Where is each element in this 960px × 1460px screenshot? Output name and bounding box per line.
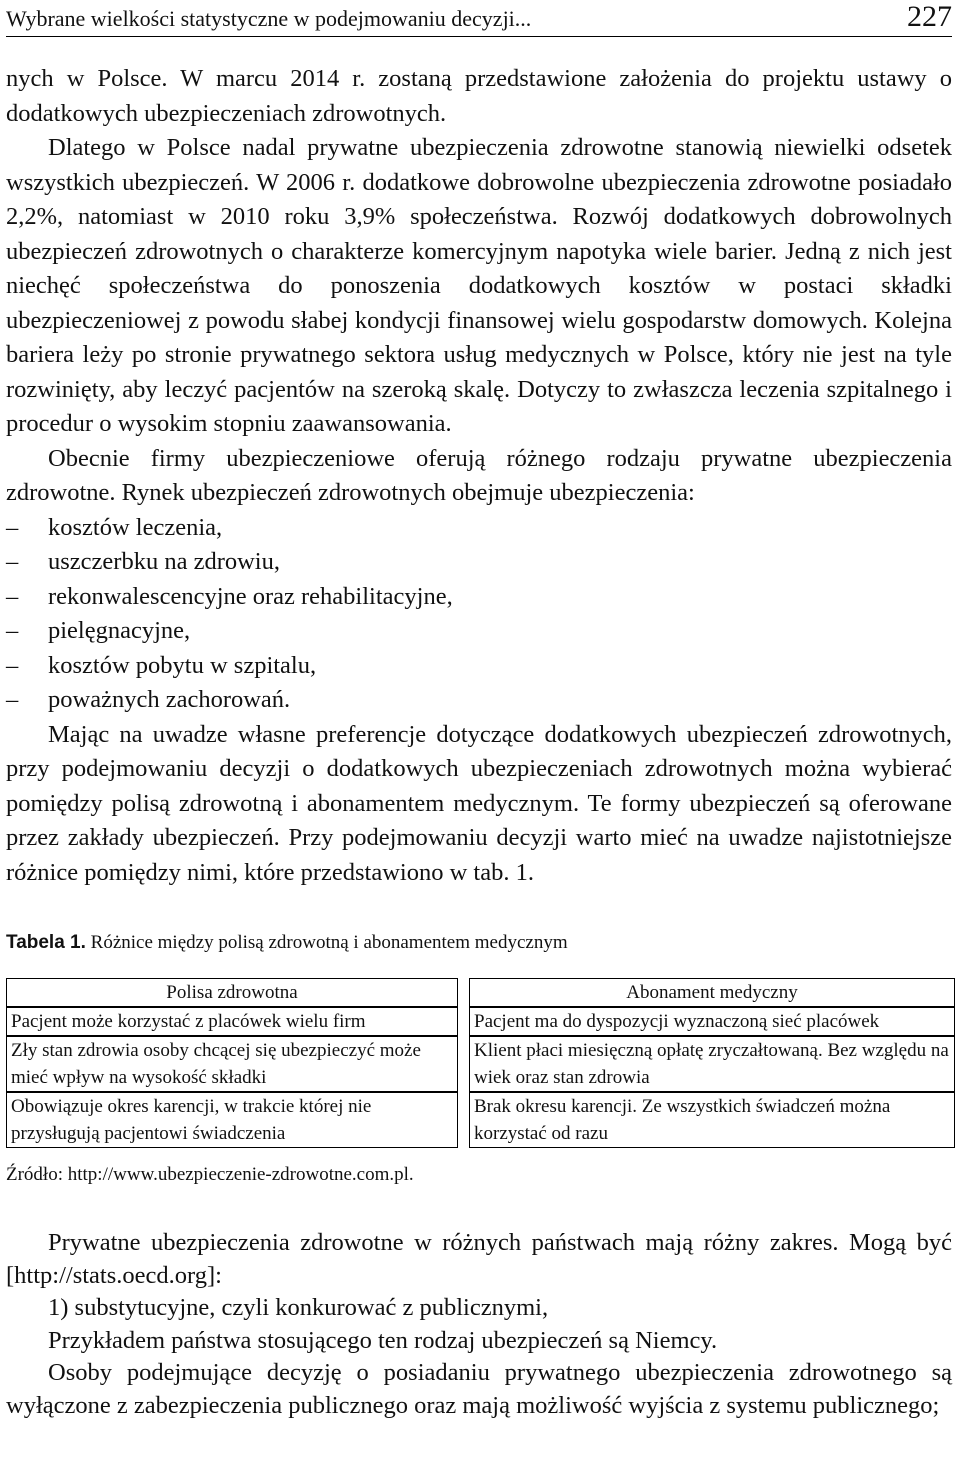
list-item bbox=[6, 580, 952, 615]
body-text-continued bbox=[6, 1227, 952, 1422]
list-item bbox=[6, 683, 952, 718]
document-page bbox=[6, 0, 952, 1460]
list-item bbox=[6, 649, 952, 684]
list-item bbox=[6, 511, 952, 546]
comparison-table bbox=[6, 978, 955, 1148]
running-header bbox=[6, 0, 952, 37]
numbered-item: 1) substytucyjne, czyli konkurować z publicznymi, bbox=[48, 1294, 549, 1321]
table-label: Tabela 1. bbox=[6, 932, 86, 953]
paragraph: Osoby podejmujące decyzję o posiadaniu prywatnego ubezpieczenia zdrowotnego są wyłączone z zabezpieczenia publicznego oraz mają możliwość wyjścia z systemu publicznego; bbox=[6, 1359, 952, 1419]
table-cell: Klient płaci miesięczną opłatę zryczałtowaną. Bez względu na wiek oraz stan zdrowia bbox=[469, 1036, 955, 1092]
list-item-text: kosztów leczenia, bbox=[48, 513, 223, 541]
paragraph: Dlatego w Polsce nadal prywatne ubezpieczenia zdrowotne stanowią niewielki odsetek wszystkich ubezpieczeń. W 2006 r. dodatkowe dobrowolne ubezpieczenia zdrowotne posiadało 2,2%, natomiast w 2010 roku 3,9% społeczeństwa. Rozwój dodatkowych dobrowolnych ubezpieczeń zdrowotnych o charakterze komercyjnym napotyka wiele barier. Jedną z nich jest niechęć społeczeństwa do ponoszenia dodatkowych kosztów w postaci składki ubezpieczeniowej z powodu słabej kondycji finansowej wielu gospodarstw domowych. Kolejna bariera leży po stronie prywatnego sektora usług medycznych w Polsce, który nie jest na tyle rozwinięty, aby leczyć pacjentów na szeroką skalę. Dotyczy to zwłaszcza leczenia szpitalnego i procedur o wysokim stopniu zaawansowania. bbox=[6, 134, 952, 437]
table-row bbox=[6, 1036, 955, 1092]
list-item-text: pielęgnacyjne, bbox=[48, 617, 191, 644]
dash-bullet: – bbox=[6, 651, 19, 679]
dash-bullet: – bbox=[6, 548, 19, 575]
column-header-policy: Polisa zdrowotna bbox=[6, 978, 458, 1007]
insurance-types-list bbox=[6, 511, 952, 718]
paragraph: Przykładem państwa stosującego ten rodzaj ubezpieczeń są Niemcy. bbox=[48, 1326, 718, 1354]
list-item-text: rekonwalescencyjne oraz rehabilitacyjne, bbox=[48, 582, 453, 610]
paragraph: Prywatne ubezpieczenia zdrowotne w różnych państwach mają różny zakres. Mogą być [http://stats.oecd.org]: bbox=[6, 1229, 952, 1289]
table-title: Różnice między polisą zdrowotną i abonamentem medycznym bbox=[90, 932, 568, 953]
dash-bullet: – bbox=[6, 617, 19, 644]
paragraph: nych w Polsce. W marcu 2014 r. zostaną przedstawione założenia do projektu ustawy o dodatkowych ubezpieczeniach zdrowotnych. bbox=[6, 65, 952, 127]
dash-bullet: – bbox=[6, 513, 19, 541]
running-title: Wybrane wielkości statystyczne w podejmowaniu decyzji... bbox=[6, 6, 532, 31]
body-text bbox=[6, 62, 952, 890]
table-cell: Pacjent ma do dyspozycji wyznaczoną sieć placówek bbox=[469, 1007, 955, 1036]
list-item bbox=[6, 614, 952, 649]
dash-bullet: – bbox=[6, 686, 19, 713]
table-section bbox=[6, 928, 952, 1144]
table-row bbox=[6, 1092, 955, 1148]
dash-bullet: – bbox=[6, 582, 19, 610]
column-header-subscription: Abonament medyczny bbox=[469, 978, 955, 1007]
list-item bbox=[6, 545, 952, 580]
table-cell: Obowiązuje okres karencji, w trakcie której nie przysługują pacjentowi świadczenia bbox=[6, 1092, 458, 1148]
list-item-text: poważnych zachorowań. bbox=[48, 686, 291, 713]
list-item-text: kosztów pobytu w szpitalu, bbox=[48, 651, 317, 679]
paragraph: Obecnie firmy ubezpieczeniowe oferują różnego rodzaju prywatne ubezpieczenia zdrowotne. Rynek ubezpieczeń zdrowotnych obejmuje ubezpieczenia: bbox=[6, 444, 952, 506]
table-cell: Zły stan zdrowia osoby chcącej się ubezpieczyć może mieć wpływ na wysokość składki bbox=[6, 1036, 458, 1092]
page-number: 227 bbox=[907, 0, 952, 33]
table-row bbox=[6, 1007, 955, 1036]
table-source: Źródło: http://www.ubezpieczenie-zdrowotne.com.pl. bbox=[6, 1164, 414, 1185]
paragraph: Mając na uwadze własne preferencje dotyczące dodatkowych ubezpieczeń zdrowotnych, przy podejmowaniu decyzji o dodatkowych ubezpieczeniach zdrowotnych można wybierać pomiędzy polisą zdrowotną i abonamentem medycznym. Te formy ubezpieczeń są oferowane przez zakłady ubezpieczeń. Przy podejmowaniu decyzji warto mieć na uwadze najistotniejsze różnice pomiędzy nimi, które przedstawiono w tab. 1. bbox=[6, 720, 952, 886]
table-cell: Brak okresu karencji. Ze wszystkich świadczeń można korzystać od razu bbox=[469, 1092, 955, 1148]
table-cell: Pacjent może korzystać z placówek wielu firm bbox=[6, 1007, 458, 1036]
list-item-text: uszczerbku na zdrowiu, bbox=[48, 548, 280, 575]
table-header-row bbox=[6, 978, 955, 1007]
table-caption bbox=[6, 928, 952, 958]
